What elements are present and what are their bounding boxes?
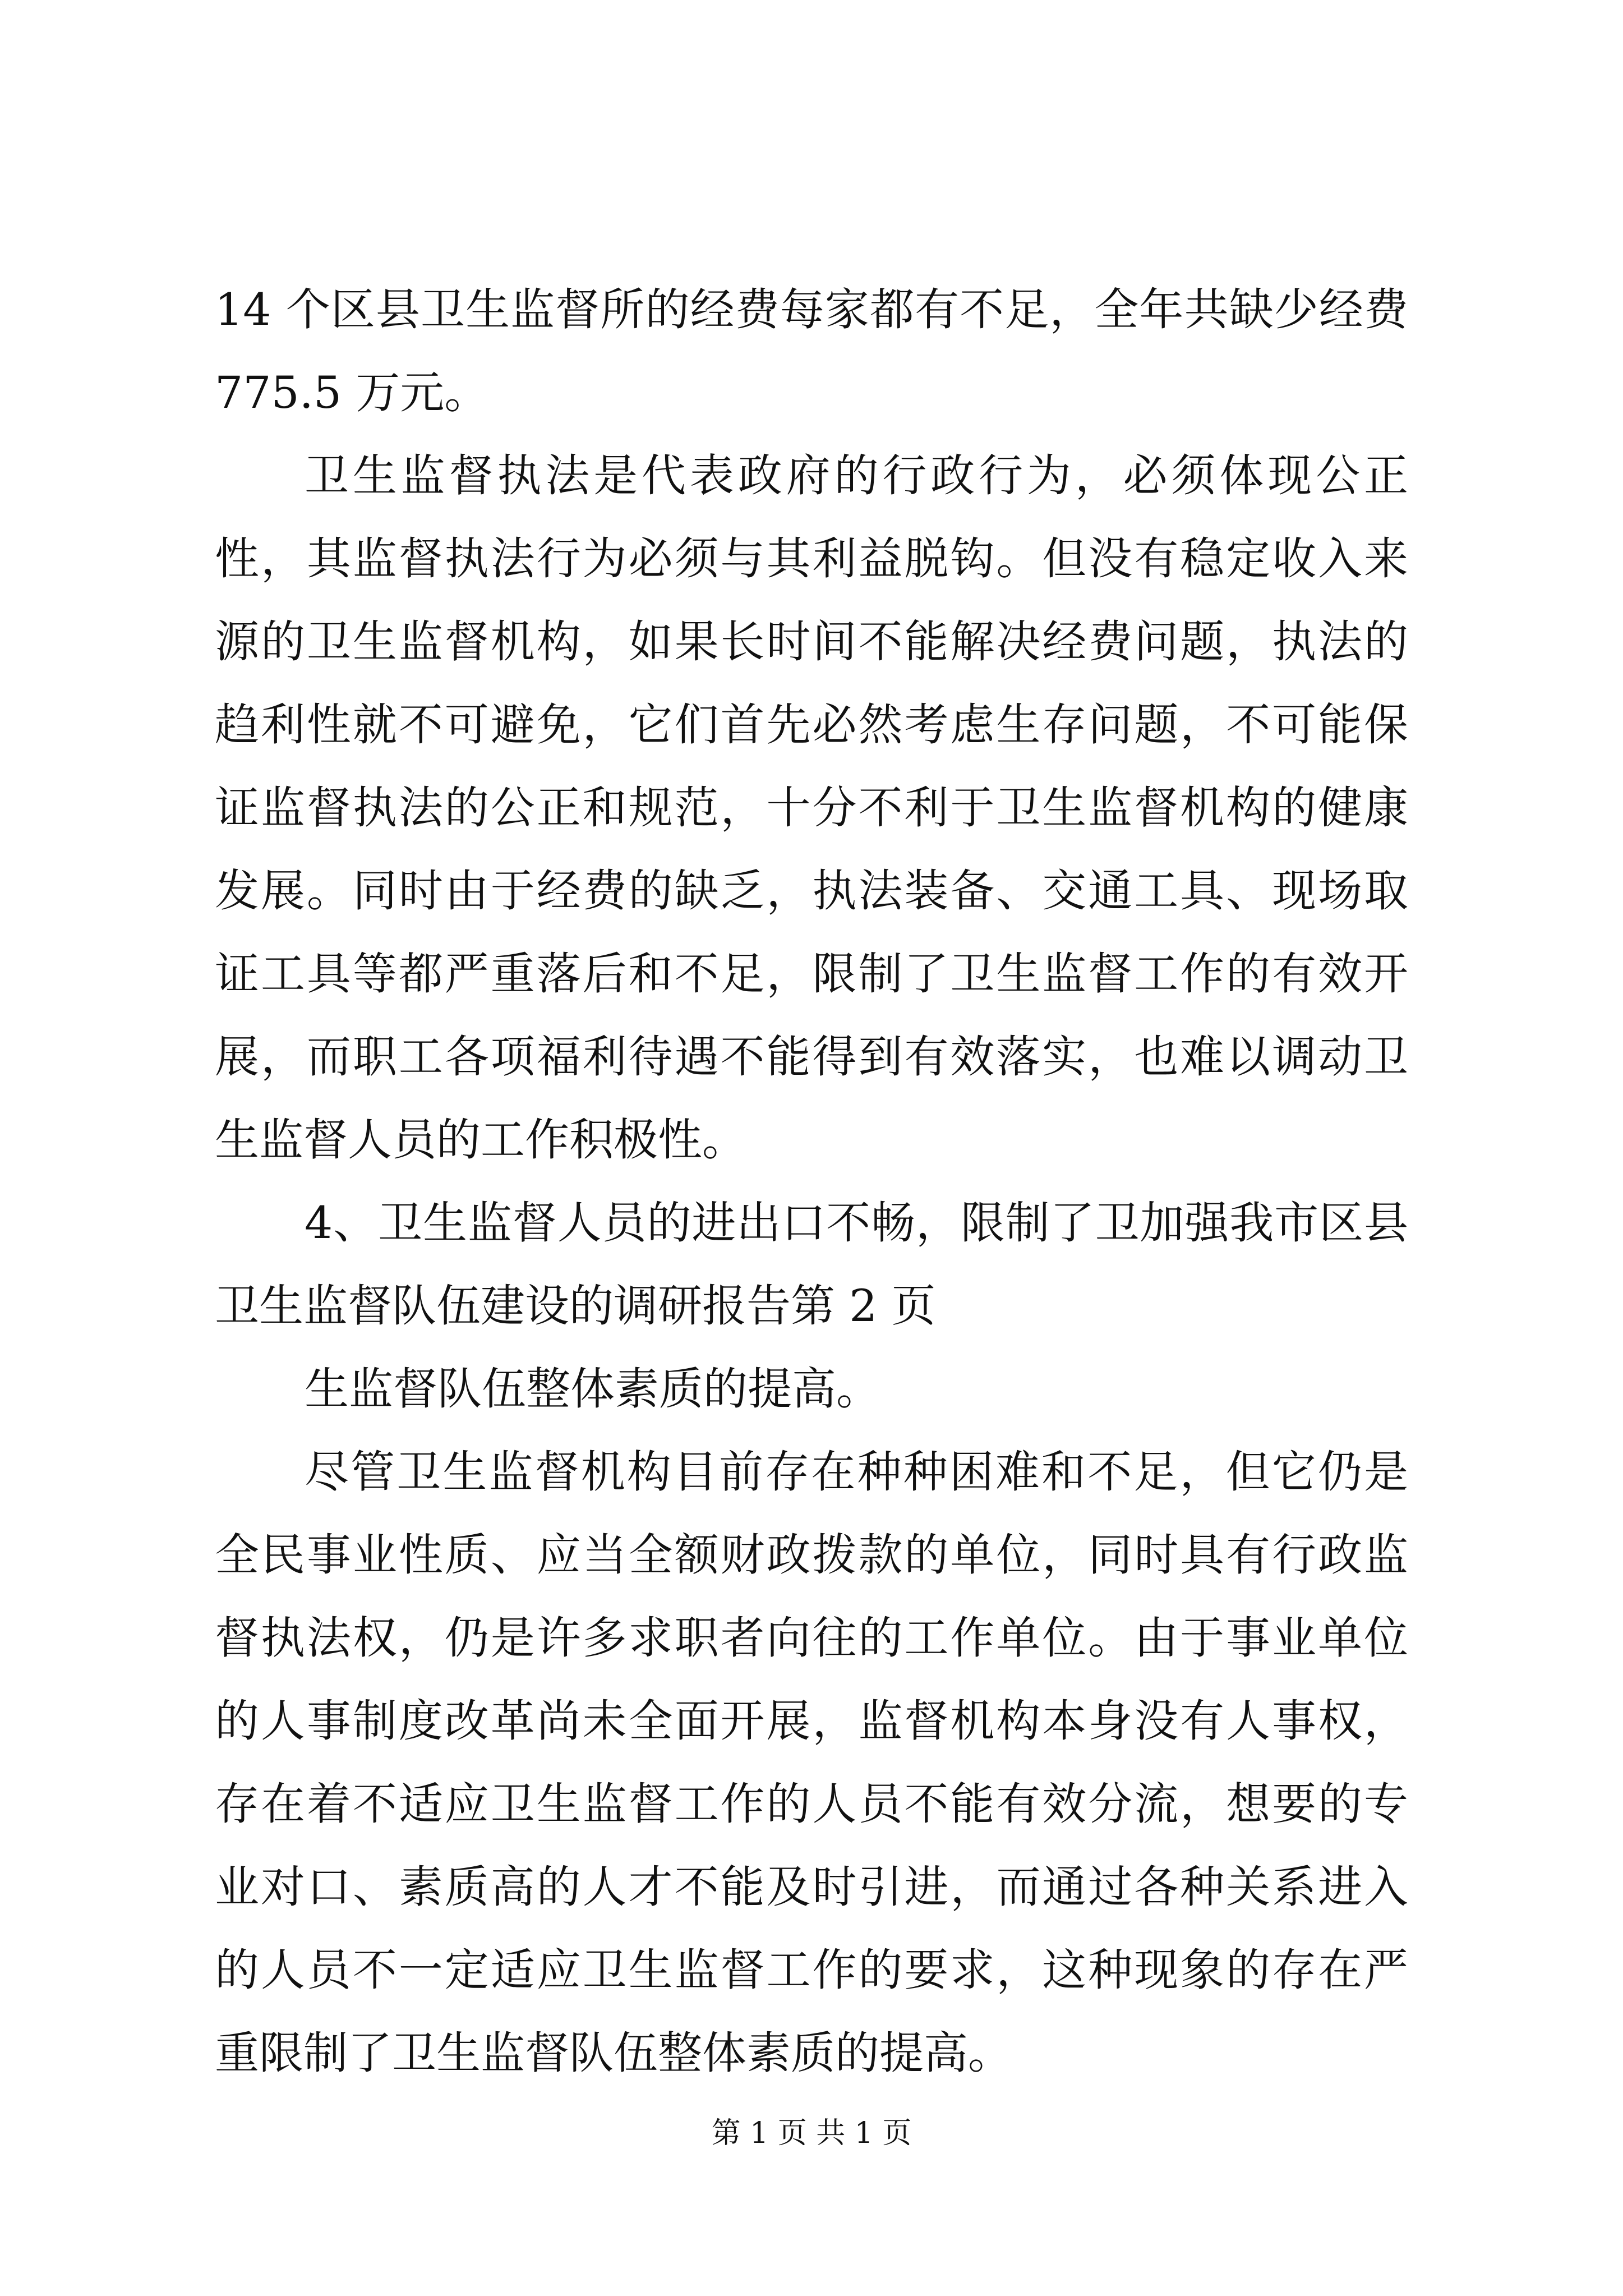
paragraph-supervision-enforcement: 卫生监督执法是代表政府的行政行为，必须体现公正性，其监督执法行为必须与其利益脱钩。但没有稳定收入来源的卫生监督机构，如果长时间不能解决经费问题，执法的趋利性就不可避免，它们首先必然考虑生存问题，不可能保证监督执法的公正和规范，十分不利于卫生监督机构的健康发展。同时由于经费的缺乏，执法装备、交通工具、现场取证工具等都严重落后和不足，限制了卫生监督工作的有效开展，而职工各项福利待遇不能得到有效落实，也难以调动卫生监督人员的工作积极性。 xyxy=(215,450,1408,1166)
paragraph-section-4-continued: 生监督队伍整体素质的提高。 xyxy=(305,1363,880,1415)
document-body xyxy=(215,268,1408,2095)
page-footer: 第 1 页 共 1 页 xyxy=(711,2116,912,2150)
paragraph-section-4-heading: 4、卫生监督人员的进出口不畅，限制了卫加强我市区县卫生监督队伍建设的调研报告第 2 页 xyxy=(215,1197,1408,1332)
paragraph-funding-shortage: 14 个区县卫生监督所的经费每家都有不足，全年共缺少经费775.5 万元。 xyxy=(215,284,1408,418)
paragraph-personnel-system: 尽管卫生监督机构目前存在种种困难和不足，但它仍是全民事业性质、应当全额财政拨款的单位，同时具有行政监督执法权，仍是许多求职者向往的工作单位。由于事业单位的人事制度改革尚未全面开展，监督机构本身没有人事权，存在着不适应卫生监督工作的人员不能有效分流，想要的专业对口、素质高的人才不能及时引进，而通过各种关系进入的人员不一定适应卫生监督工作的要求，这种现象的存在严重限制了卫生监督队伍整体素质的提高。 xyxy=(215,1446,1408,2079)
